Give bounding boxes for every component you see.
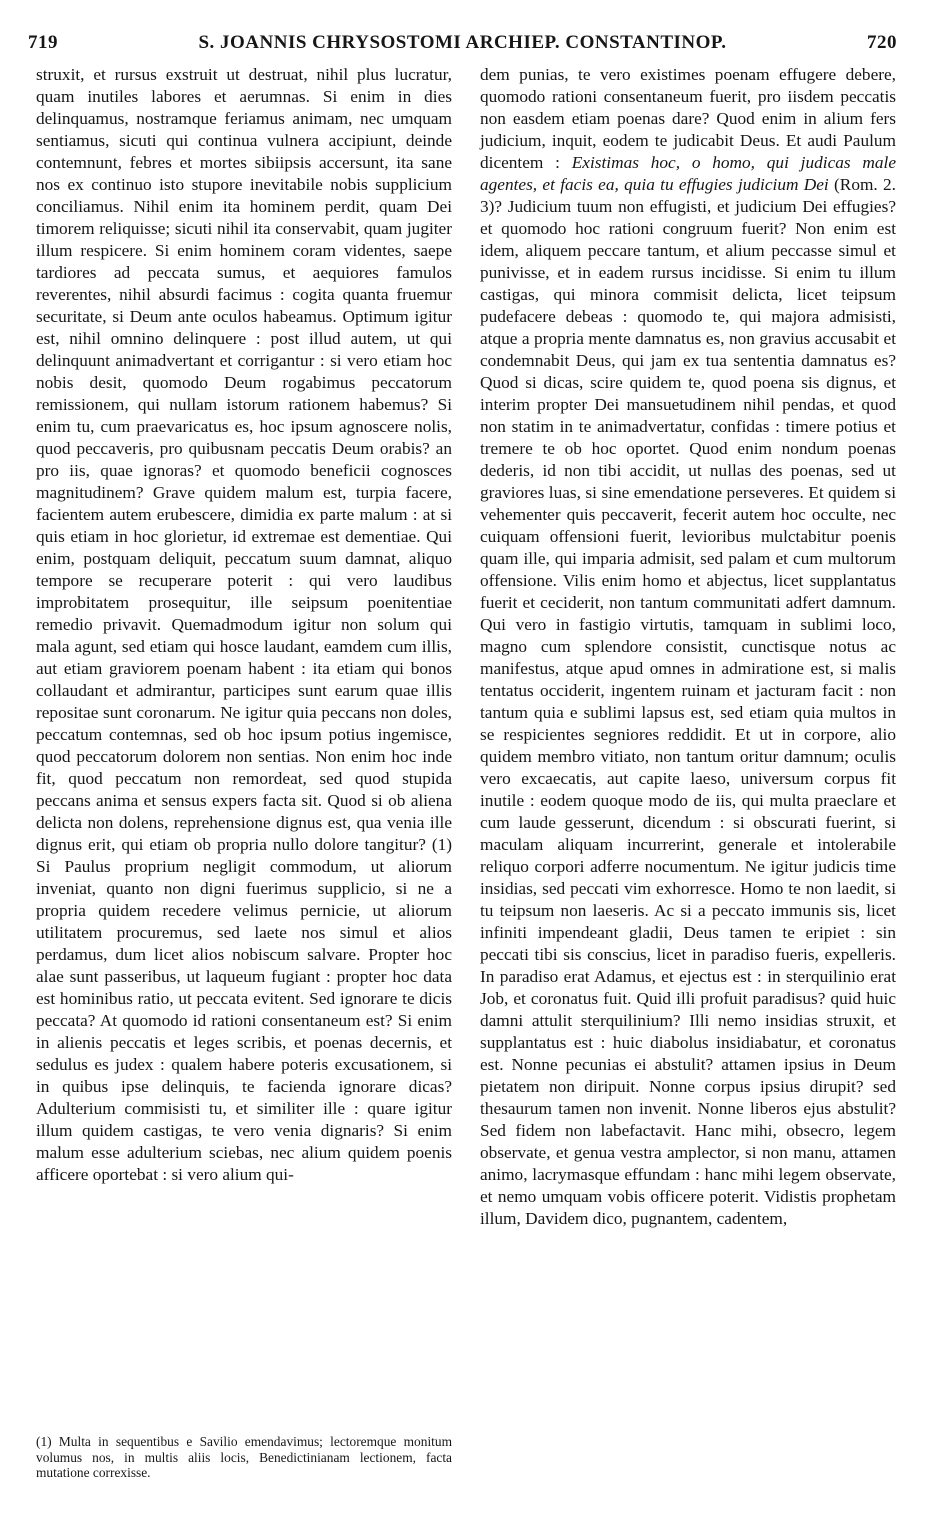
page-number-right: 720 — [867, 32, 897, 53]
page-number-left: 719 — [28, 32, 58, 53]
scripture-reference: (Rom. 2. 3) — [480, 175, 896, 216]
scripture-quote: Existimas hoc, o homo, qui judicas male agentes, et facis ea, quia tu effugies judicium Dei — [480, 153, 896, 194]
right-column-text — [480, 64, 896, 1230]
left-column — [36, 64, 452, 1186]
footnote — [36, 1434, 452, 1481]
page-header — [28, 32, 897, 58]
right-text-after-quote: ? Judicium tuum non effugisti, et judicium Dei effugies? et quomodo hoc rationi congruum fuerit? Non enim est idem, aliquem peccare tantum, et alium peccasse simul et punivisse, et in eadem rursus incidisse. Si enim tu illum castigas, qui minora commisit delicta, licet teipsum pudefacere debeas : quomodo te, qui majora admisisti, atque a propria mente damnatus es, non gravius accusabit et condemnabit Deus, qui jam ex tua sententia damnatus es? Quod si dicas, scire quidem te, quod poena sis dignus, et interim propter Dei mansuetudinem nihil pendas, et quod non statim in te animadvertatur, confidas : timere potius et tremere te ob hoc oportet. Quod enim nondum poenas dederis, id non tibi accidit, ut nullas des poenas, sed ut graviores luas, si sine emendatione perseveres. Et quidem si vehementer quis peccaverit, fecerit autem hoc occulte, nec cuiquam offensioni fuerit, levioribus mulctabitur poenis quam ille, qui impariа admisit, sed palam et cum multorum offensione. Vilis enim homo et abjectus, licet supplantatus fuerit et ceciderit, non tantum communitati adfert damnum. Qui vero in fastigio virtutis, tamquam in sublimi loco, magno cum splendore consistit, cunctisque notus ac manifestus, atque apud omnes in admiratione est, si malis tentatus occiderit, ingentem ruinam et jacturam facit : non tantum quia e sublimi lapsus est, sed etiam quia multos in se respicientes segniores reddidit. Et ut in corpore, alio quidem membro vitiato, non tantum oritur damnum; oculis vero excaecatis, aut capite laeso, universum corpus fit inutile : eodem quoque modo de iis, qui multa praeclare et cum laude gesserunt, dicendum : si obscurati fuerint, si maculam aliquam incurrerint, generale et intolerabile reliquo corpori adferre nocumentum. Ne igitur judicis time insidias, sed peccati vim exhorresce. Homo te non laedit, si tu teipsum non laeseris. Ac si a peccato immunis sis, licet infiniti impendeant gladii, Deus tamen te eripiet : sin peccati tibi sis conscius, licet in paradiso fueris, expelleris. In paradiso erat Adamus, et ejectus est : in sterquilinio erat Job, et coronatus fuit. Quid illi profuit paradisus? quid huic damni attulit sterquilinium? Illi nemo insidias struxit, et supplantatus est : huic diabolus insidiabatur, et coronatus est. Nonne pecunias ei abstulit? attamen ipsius in Deum pietatem non diripuit. Nonne corpus ipsius dirupit? sed thesaurum tamen non invenit. Nonne liberos ejus abstulit? Sed fidem non labefactavit. Hanc mihi, obsecro, legem observate, et genua vestra amplector, si non manu, attamen animo, lacrymasque effundam : hanc mihi legem observate, et nemo umquam vobis officere poterit. Vidistis prophetam illum, Davidem dico, pugnantem, cadentem, — [480, 197, 896, 1228]
left-column-text: struxit, et rursus exstruit ut destruat, nihil plus lucratur, quam inutiles labores et aerumnas. Si enim in dies delinquamus, nostramque feriamus animam, nec umquam sentiamus, sicuti qui continua vulnera accipiunt, deinde contemnunt, febres et mortes sibiipsis accersunt, ita sane nos ex continuo isto stupore inevitabile nobis supplicium conciliamus. Nihil enim ita hominem perdit, quam Dei timorem reliquisse; sicuti nihil ita conservabit, quam jugiter illum respicere. Si enim hominem coram videntes, saepe tardiores ad peccata sumus, et aequiores famulos reverentes, nihil absurdi facimus : cogita quanta fruemur securitate, si Deum ante oculos habeamus. Optimum igitur est, nihil omnino delinquere : post illud autem, ut qui delinquunt animadvertant et corrigantur : si vero etiam hoc nobis desit, quomodo Deum rogabimus peccatorum remissionem, qui nullam istorum rationem habemus? Si enim tu, cum praevaricatus es, hoc ipsum agnoscere nolis, quod peccaveris, pro quibusnam peccatis Deum orabis? an pro iis, quae ignoras? et quomodo beneficii cognosces magnitudinem? Grave quidem malum est, turpia facere, facientem autem erubescere, dimidia ex parte malum : at si quis etiam in hoc glorietur, id extremae est dementiae. Qui enim, postquam deliquit, peccatum suum damnat, aliquo tempore se recuperare poterit : qui vero laudibus improbitatem prosequitur, ille seipsum poenitentiae remedio privavit. Quemadmodum igitur non solum qui mala agunt, sed etiam qui hosce laudant, eamdem cum illis, aut etiam graviorem poenam habent : ita etiam qui bonos collaudant et admirantur, participes sunt earum quae illis repositae sunt coronarum. Ne igitur quia peccans non doles, peccatum contemnas, sed ob hoc ipsum potius ingemisce, quod peccatorum dolorem non sentias. Non enim hoc inde fit, quod peccatum non remordeat, sed quod stupida peccans anima et sensus expers facta sit. Quod si ob aliena delicta non dolens, reprehensione dignus est, qua venia ille dignus erit, qui etiam ob propria nullo dolore tangitur? (1) Si Paulus proprium negligit commodum, ut aliorum inveniat, quanto non digni fuerimus supplicio, si ne a propria quidem recedere velimus pernicie, ut aliorum utilitatem procuremus, sed laete nos simul et alios perdamus, dum licet alios nobiscum salvare. Propter hoc alae sunt passeribus, ut laqueum fugiant : propter hoc data est hominibus ratio, ut peccata evitent. Sed ignorare te dicis peccata? At quomodo id rationi consentaneum est? Si enim in alienis peccatis et leges scribis, et poenas decernis, et sedulus es judex : qualem habere poteris excusationem, si in quibus ipse delinquis, te facienda ignorare dicas? Adulterium commisisti tu, et similiter ille : quare igitur illum quidem castigas, te vero venia dignaris? Si enim malum esse adulterium sciebas, nec alium quidem poenis afficere oportebat : si vero alium qui- — [36, 65, 452, 1184]
running-title: S. JOANNIS CHRYSOSTOMI ARCHIEP. CONSTANTINOP. — [198, 32, 727, 53]
right-text-before-quote: dem punias, te vero existimes poenam effugere debere, quomodo rationi consentaneum fuerit, pro iisdem peccatis non easdem etiam poenas dare? Quod enim in alium fers judicium, inquit, eodem te judicabit Deus. Et audi Paulum dicentem : — [480, 65, 896, 172]
footnote-text: (1) Multa in sequentibus e Savilio emendavimus; lectoremque monitum volumus nos, in multis aliis locis, Benedictinianam lectionem, facta mutatione correxisse. — [36, 1434, 452, 1480]
right-column — [480, 64, 896, 1230]
